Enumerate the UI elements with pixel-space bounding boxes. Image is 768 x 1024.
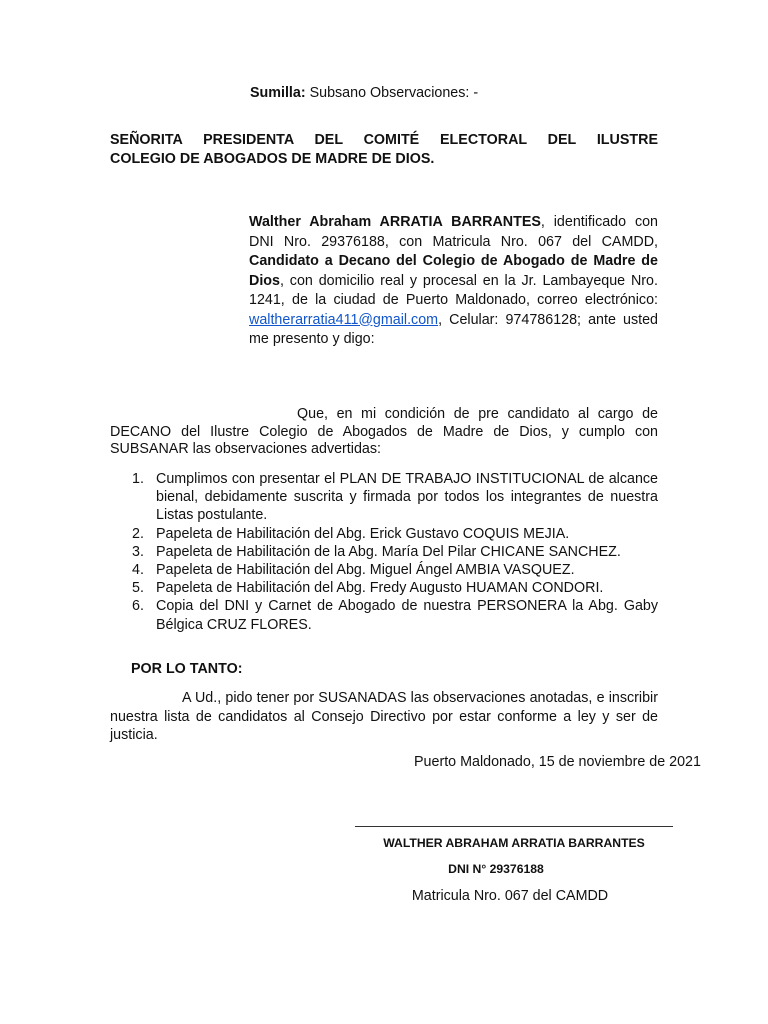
list-item-number: 5.: [132, 580, 144, 597]
place-date: Puerto Maldonado, 15 de noviembre de 2021: [414, 754, 701, 770]
que-paragraph: [110, 406, 658, 459]
sumilla: [250, 85, 478, 101]
list-item-number: 3.: [132, 543, 144, 560]
list-item-number: 1.: [132, 471, 144, 487]
observations-list: [110, 470, 658, 634]
por-lo-tanto-heading: POR LO TANTO:: [131, 661, 243, 677]
list-item: [110, 470, 658, 525]
addressee: [110, 131, 658, 169]
intro-text-2: , con domicilio real y procesal en la Jr. Lambayeque Nro. 1241, de la ciudad de Puerto Maldonado, correo electrónico:: [249, 272, 658, 308]
signature-line: [355, 826, 673, 827]
list-item: [110, 525, 658, 543]
list-item-text: Papeleta de Habilitación del Abg. Miguel Ángel AMBIA VASQUEZ.: [156, 562, 575, 579]
sumilla-text: Subsano Observaciones: -: [305, 85, 479, 101]
list-item-number: 6.: [132, 598, 144, 615]
list-item: [110, 579, 658, 597]
list-item: [110, 543, 658, 561]
closing-paragraph: [110, 689, 658, 745]
list-item-text: Cumplimos con presentar el PLAN DE TRABAJO INSTITUCIONAL de alcance bienal, debidamente suscrita y firmada por todos los integrantes de nuestra Listas postulante.: [156, 471, 658, 524]
intro-text-3: , Celular: 974786128; ante usted me presento y digo:: [249, 311, 658, 347]
signatory-dni: DNI N° 29376188: [448, 862, 544, 876]
list-item-number: 2.: [132, 525, 144, 542]
list-item: [110, 597, 658, 633]
sumilla-label: Sumilla:: [250, 85, 306, 101]
applicant-name: Walther Abraham ARRATIA BARRANTES: [249, 214, 541, 230]
email-link[interactable]: waltherarratia411@gmail.com: [249, 311, 439, 328]
addressee-line-1: SEÑORITA PRESIDENTA DEL COMITÉ ELECTORAL DEL ILUSTRE: [110, 132, 658, 148]
intro-text-1: , identificado con DNI Nro. 29376188, con Matricula Nro. 067 del CAMDD,: [249, 214, 658, 250]
list-item-text: Papeleta de Habilitación de la Abg. María Del Pilar CHICANE SANCHEZ.: [156, 543, 621, 560]
candidacy-text: Candidato a Decano del Colegio de Abogado de Madre de Dios: [249, 253, 658, 289]
intro-paragraph: [249, 213, 658, 350]
addressee-line-2: COLEGIO DE ABOGADOS DE MADRE DE DIOS.: [110, 151, 435, 167]
list-item-number: 4.: [132, 562, 144, 579]
closing-text: A Ud., pido tener por SUSANADAS las observaciones anotadas, e inscribir nuestra lista de candidatos al Consejo Directivo por estar conforme a ley y ser de justicia.: [110, 690, 658, 743]
list-item-text: Copia del DNI y Carnet de Abogado de nuestra PERSONERA la Abg. Gaby Bélgica CRUZ FLORES.: [156, 598, 658, 633]
list-item-text: Papeleta de Habilitación del Abg. Erick Gustavo COQUIS MEJIA.: [156, 525, 570, 542]
que-text: Que, en mi condición de pre candidato al cargo de DECANO del Ilustre Colegio de Abogados de Madre de Dios, y cumplo con SUBSANAR las observaciones advertidas:: [110, 406, 658, 457]
signatory-matricula: Matricula Nro. 067 del CAMDD: [411, 888, 609, 904]
signatory-name: WALTHER ABRAHAM ARRATIA BARRANTES: [383, 836, 645, 850]
list-item: [110, 561, 658, 579]
list-item-text: Papeleta de Habilitación del Abg. Fredy Augusto HUAMAN CONDORI.: [156, 580, 604, 597]
